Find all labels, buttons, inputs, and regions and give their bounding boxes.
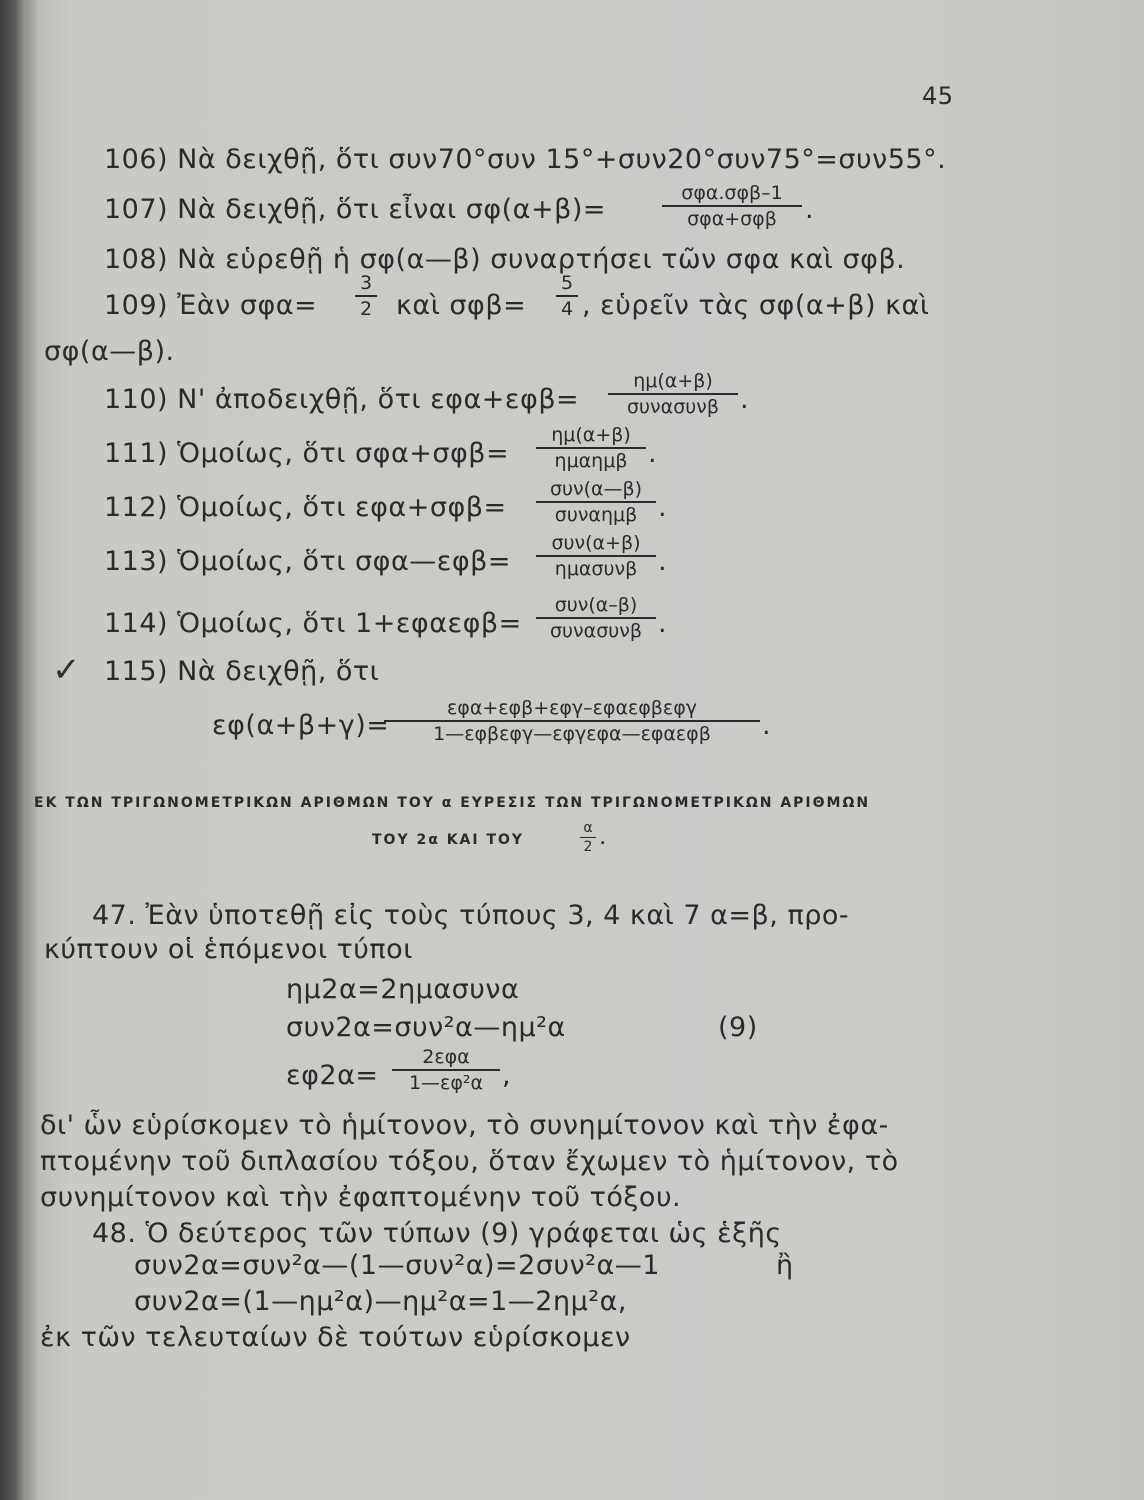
exercise-109-fraction-a xyxy=(355,272,377,320)
numerator: ημ(α+β) xyxy=(633,370,713,392)
exercise-109-text-b: καὶ σφβ= xyxy=(396,290,527,321)
numerator: συν(α+β) xyxy=(551,532,641,554)
checkmark-icon: ✓ xyxy=(52,650,81,690)
para47-formula-2: συν2α=συν²α—ημ²α xyxy=(286,1012,566,1043)
exercise-text: Ὁμοίως, ὅτι εφα+σφβ= xyxy=(177,492,507,523)
exercise-text: Ὁμοίως, ὅτι σφα+σφβ= xyxy=(177,438,510,469)
formula-number: (9) xyxy=(718,1012,758,1043)
numerator: σφα.σφβ–1 xyxy=(681,182,783,204)
exercise-115-tail: . xyxy=(762,710,772,741)
exercise-text: Νὰ εὑρεθῇ ἡ σφ(α—β) συναρτήσει τῶν σφα καὶ σφβ. xyxy=(177,244,906,275)
fraction-bar xyxy=(355,295,377,297)
fraction-bar xyxy=(608,393,738,395)
numerator: α xyxy=(583,820,593,836)
exercise-text: Νὰ δειχθῇ, ὅτι εἶναι σφ(α+β)= xyxy=(177,194,606,225)
numerator: συν(α—β) xyxy=(549,478,643,500)
para47-line2: κύπτουν οἱ ἑπόμενοι τύποι xyxy=(44,934,413,965)
exercise-115 xyxy=(104,658,379,685)
exercise-107-tail: . xyxy=(805,194,815,225)
exercise-111-tail: . xyxy=(648,438,658,469)
denominator: 2 xyxy=(583,839,593,855)
numerator: 5 xyxy=(560,272,574,294)
exercise-113-fraction xyxy=(536,532,656,580)
exercise-113 xyxy=(104,548,511,575)
exercise-label: 115) xyxy=(104,656,169,687)
denominator: σφα+σφβ xyxy=(687,208,777,230)
exercise-label: 108) xyxy=(104,244,169,275)
para47-line4: πτομένην τοῦ διπλασίου τόξου, ὅταν ἔχωμεν τὸ ἡμίτονον, τὸ xyxy=(40,1146,899,1177)
page-number: 45 xyxy=(922,82,954,110)
exercise-label: 112) xyxy=(104,492,169,523)
exercise-text: Ὁμοίως, ὅτι 1+εφαεφβ= xyxy=(177,608,522,639)
fraction-bar xyxy=(384,720,760,722)
exercise-109-fraction-b xyxy=(556,272,578,320)
numerator: συν(α–β) xyxy=(554,594,638,616)
exercise-115-formula-lhs: εφ(α+β+γ)= xyxy=(212,710,390,741)
fraction-bar xyxy=(662,205,802,207)
para47-line3: δι' ὧν εὑρίσκομεν τὸ ἡμίτονον, τὸ συνημίτονον καὶ τὴν ἐφα- xyxy=(40,1110,889,1141)
denominator: 4 xyxy=(560,298,574,320)
exercise-110-fraction xyxy=(608,370,738,418)
para47-formula-1: ημ2α=2ημασυνα xyxy=(286,974,520,1005)
fraction-bar xyxy=(536,555,656,557)
fraction-bar xyxy=(392,1069,500,1071)
exercise-107-fraction xyxy=(662,182,802,230)
exercise-109-continuation: σφ(α—β). xyxy=(44,336,175,367)
numerator: εφα+εφβ+εφγ–εφαεφβεφγ xyxy=(447,697,697,719)
para48-formula-2: συν2α=(1—ημ²α)—ημ²α=1—2ημ²α, xyxy=(134,1286,627,1317)
fraction-bar xyxy=(556,295,578,297)
exercise-111-fraction xyxy=(536,424,646,472)
denominator: ημαημβ xyxy=(554,450,628,472)
exercise-109-text-c: , εὑρεῖν τὰς σφ(α+β) καὶ xyxy=(582,290,930,321)
exercise-text: Νὰ δειχθῇ, ὅτι xyxy=(177,656,380,687)
denominator: συναημβ xyxy=(554,504,638,526)
para48-formula-1: συν2α=συν²α—(1—συν²α)=2συν²α—1 xyxy=(134,1250,660,1281)
exercise-112 xyxy=(104,494,507,521)
exercise-112-tail: . xyxy=(658,492,668,523)
exercise-text-a: Ἐὰν σφα= xyxy=(177,290,318,321)
exercise-label: 114) xyxy=(104,608,169,639)
exercise-109 xyxy=(104,292,317,319)
exercise-114 xyxy=(104,610,522,637)
exercise-114-fraction xyxy=(536,594,656,642)
exercise-text: Ὁμοίως, ὅτι σφα—εφβ= xyxy=(177,546,512,577)
section-heading-tail: . xyxy=(600,832,608,848)
exercise-107 xyxy=(104,196,606,223)
exercise-label: 106) xyxy=(104,144,169,175)
fraction-bar xyxy=(536,447,646,449)
para48-line2: ἐκ τῶν τελευταίων δὲ τούτων εὑρίσκομεν xyxy=(40,1322,631,1353)
numerator: 2εφα xyxy=(422,1046,470,1068)
para47-line1: 47. Ἐὰν ὑποτεθῇ εἰς τοὺς τύπους 3, 4 καὶ 7 α=β, προ- xyxy=(92,900,850,931)
para47-line5: συνημίτονον καὶ τὴν ἐφαπτομένην τοῦ τόξου. xyxy=(40,1182,682,1213)
denominator: 1—εφ²α xyxy=(408,1072,484,1094)
section-heading-line2: ΤΟΥ 2α ΚΑΙ ΤΟΥ xyxy=(372,832,525,848)
denominator: συνασυνβ xyxy=(550,620,642,642)
exercise-label: 113) xyxy=(104,546,169,577)
exercise-108 xyxy=(104,246,905,273)
exercise-text: Νὰ δειχθῇ, ὅτι συν70°συν 15°+συν20°συν75°=συν55°. xyxy=(177,144,947,175)
exercise-110-tail: . xyxy=(740,384,750,415)
para47-formula-3-fraction xyxy=(392,1046,500,1094)
numerator: 3 xyxy=(359,272,373,294)
exercise-label: 111) xyxy=(104,438,169,469)
exercise-110 xyxy=(104,386,579,413)
section-heading-line1: ΕΚ ΤΩΝ ΤΡΙΓΩΝΟΜΕΤΡΙΚΩΝ ΑΡΙΘΜΩΝ ΤΟΥ α ΕΥΡΕΣΙΣ ΤΩΝ ΤΡΙΓΩΝΟΜΕΤΡΙΚΩΝ ΑΡΙΘΜΩΝ xyxy=(34,795,871,811)
exercise-label: 109) xyxy=(104,290,169,321)
numerator: ημ(α+β) xyxy=(551,424,631,446)
exercise-text: Ν' ἀποδειχθῇ, ὅτι εφα+εφβ= xyxy=(177,384,580,415)
section-heading-fraction xyxy=(580,820,596,855)
denominator: συνασυνβ xyxy=(627,396,719,418)
para48-line1: 48. Ὁ δεύτερος τῶν τύπων (9) γράφεται ὡς ἑξῆς xyxy=(92,1218,782,1249)
denominator: 2 xyxy=(359,298,373,320)
fraction-bar xyxy=(536,501,656,503)
book-gutter xyxy=(0,0,26,1500)
exercise-113-tail: . xyxy=(658,546,668,577)
exercise-label: 107) xyxy=(104,194,169,225)
denominator: ημασυνβ xyxy=(554,558,638,580)
fraction-bar xyxy=(580,837,596,838)
fraction-bar xyxy=(536,617,656,619)
exercise-114-tail: . xyxy=(658,608,668,639)
exercise-111 xyxy=(104,440,509,467)
exercise-label: 110) xyxy=(104,384,169,415)
exercise-106 xyxy=(104,146,946,173)
para48-or: ἢ xyxy=(776,1250,794,1281)
denominator: 1—εφβεφγ—εφγεφα—εφαεφβ xyxy=(433,723,711,745)
exercise-115-fraction xyxy=(384,697,760,745)
exercise-112-fraction xyxy=(536,478,656,526)
para47-formula-3-lhs: εφ2α= xyxy=(286,1060,379,1091)
para47-formula-3-tail: , xyxy=(502,1060,512,1091)
